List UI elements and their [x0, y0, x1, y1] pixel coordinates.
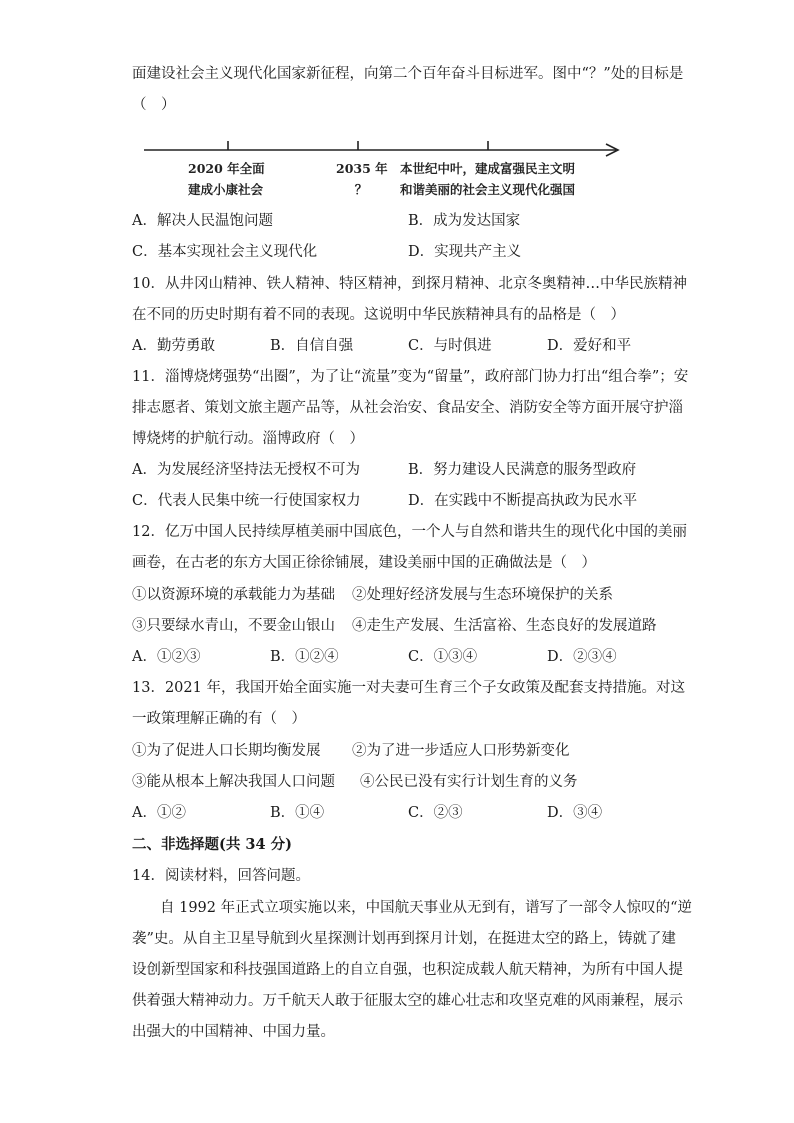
q12-option-d: D．②③④	[547, 649, 617, 665]
q10-stem-line2: 在不同的历史时期有着不同的表现。这说明中华民族精神具有的品格是（ ）	[132, 307, 625, 323]
q12-statement-4: ④走生产发展、生活富裕、生态良好的发展道路	[352, 618, 657, 634]
timeline-2020-label: 2020 年全面 建成小康社会	[188, 161, 265, 197]
q14-stem: 14．阅读材料，回答问题。	[132, 868, 310, 884]
q13-statement-2: ②为了进一步适应人口形势新变化	[352, 743, 570, 759]
q9-option-d: D．实现共产主义	[408, 244, 522, 260]
timeline-2035-label: 2035 年 ？	[336, 161, 388, 197]
q13-option-d: D．③④	[547, 805, 603, 821]
q13-statement-3: ③能从根本上解决我国人口问题	[132, 774, 335, 790]
q14-material-line3: 设创新型国家和科技强国道路上的自立自强，也积淀成载人航天精神，为所有中国人提	[132, 962, 683, 978]
q11-stem-line2: 排志愿者、策划文旅主题产品等，从社会治安、食品安全、消防安全等方面开展守护淄	[132, 400, 683, 416]
q13-option-c: C．②③	[408, 805, 463, 821]
q12-stem-line1: 12．亿万中国人民持续厚植美丽中国底色，一个人与自然和谐共生的现代化中国的美丽	[132, 524, 687, 540]
q12-option-c: C．①③④	[408, 649, 478, 665]
q12-statement-3: ③只要绿水青山，不要金山银山	[132, 618, 335, 634]
q9-option-b: B．成为发达国家	[408, 213, 521, 229]
q9-stem-line2: （ ）	[132, 97, 176, 113]
q9-option-c: C．基本实现社会主义现代化	[132, 244, 318, 260]
section2-heading: 二、非选择题(共 34 分)	[132, 836, 292, 853]
q10-option-a: A．勤劳勇敢	[132, 338, 215, 354]
timeline-axis	[140, 138, 620, 158]
q11-stem-line3: 博烧烤的护航行动。淄博政府（ ）	[132, 431, 364, 447]
q12-statement-1: ①以资源环境的承载能力为基础	[132, 587, 335, 603]
q12-stem-line2: 画卷，在古老的东方大国正徐徐铺展，建设美丽中国的正确做法是（ ）	[132, 555, 596, 571]
q13-statement-4: ④公民已没有实行计划生育的义务	[360, 774, 578, 790]
q11-option-d: D．在实践中不断提高执政为民水平	[408, 493, 638, 509]
q14-material-line4: 供着强大精神动力。万千航天人敢于征服太空的雄心壮志和攻坚克难的风雨兼程，展示	[132, 993, 683, 1009]
q12-option-a: A．①②③	[132, 649, 201, 665]
q13-statement-1: ①为了促进人口长期均衡发展	[132, 743, 321, 759]
q13-option-a: A．①②	[132, 805, 186, 821]
q13-option-b: B．①④	[270, 805, 325, 821]
q9-stem-line1: 面建设社会主义现代化国家新征程，向第二个百年奋斗目标进军。图中“？”处的目标是	[132, 66, 684, 82]
q10-option-b: B．自信自强	[270, 338, 354, 354]
timeline-midcentury-label: 本世纪中叶，建成富强民主文明 和谐美丽的社会主义现代化强国	[400, 161, 576, 197]
q12-option-b: B．①②④	[270, 649, 339, 665]
q11-option-c: C．代表人民集中统一行使国家权力	[132, 493, 361, 509]
q9-option-a: A．解决人民温饱问题	[132, 213, 273, 229]
q13-stem-line1: 13．2021 年，我国开始全面实施一对夫妻可生育三个子女政策及配套支持措施。对这	[132, 680, 685, 696]
q9-timeline-figure	[140, 138, 660, 208]
q10-option-c: C．与时俱进	[408, 338, 492, 354]
q11-option-a: A．为发展经济坚持法无授权不可为	[132, 462, 360, 478]
q12-statement-2: ②处理好经济发展与生态环境保护的关系	[352, 587, 613, 603]
q10-stem-line1: 10．从井冈山精神、铁人精神、特区精神，到探月精神、北京冬奥精神…中华民族精神	[132, 276, 687, 292]
q14-material-line2: 袭”史。从自主卫星导航到火星探测计划再到探月计划，在挺进太空的路上，铸就了建	[132, 931, 676, 947]
q11-stem-line1: 11．淄博烧烤强势“出圈”，为了让“流量”变为“留量”，政府部门协力打出“组合拳”；安	[132, 369, 689, 385]
q14-material-line5: 出强大的中国精神、中国力量。	[132, 1024, 335, 1040]
q11-option-b: B．努力建设人民满意的服务型政府	[408, 462, 637, 478]
q10-option-d: D．爱好和平	[547, 338, 632, 354]
q14-material-line1: 自 1992 年正式立项实施以来，中国航天事业从无到有，谱写了一部令人惊叹的“逆	[160, 900, 693, 916]
q13-stem-line2: 一政策理解正确的有（ ）	[132, 711, 306, 727]
